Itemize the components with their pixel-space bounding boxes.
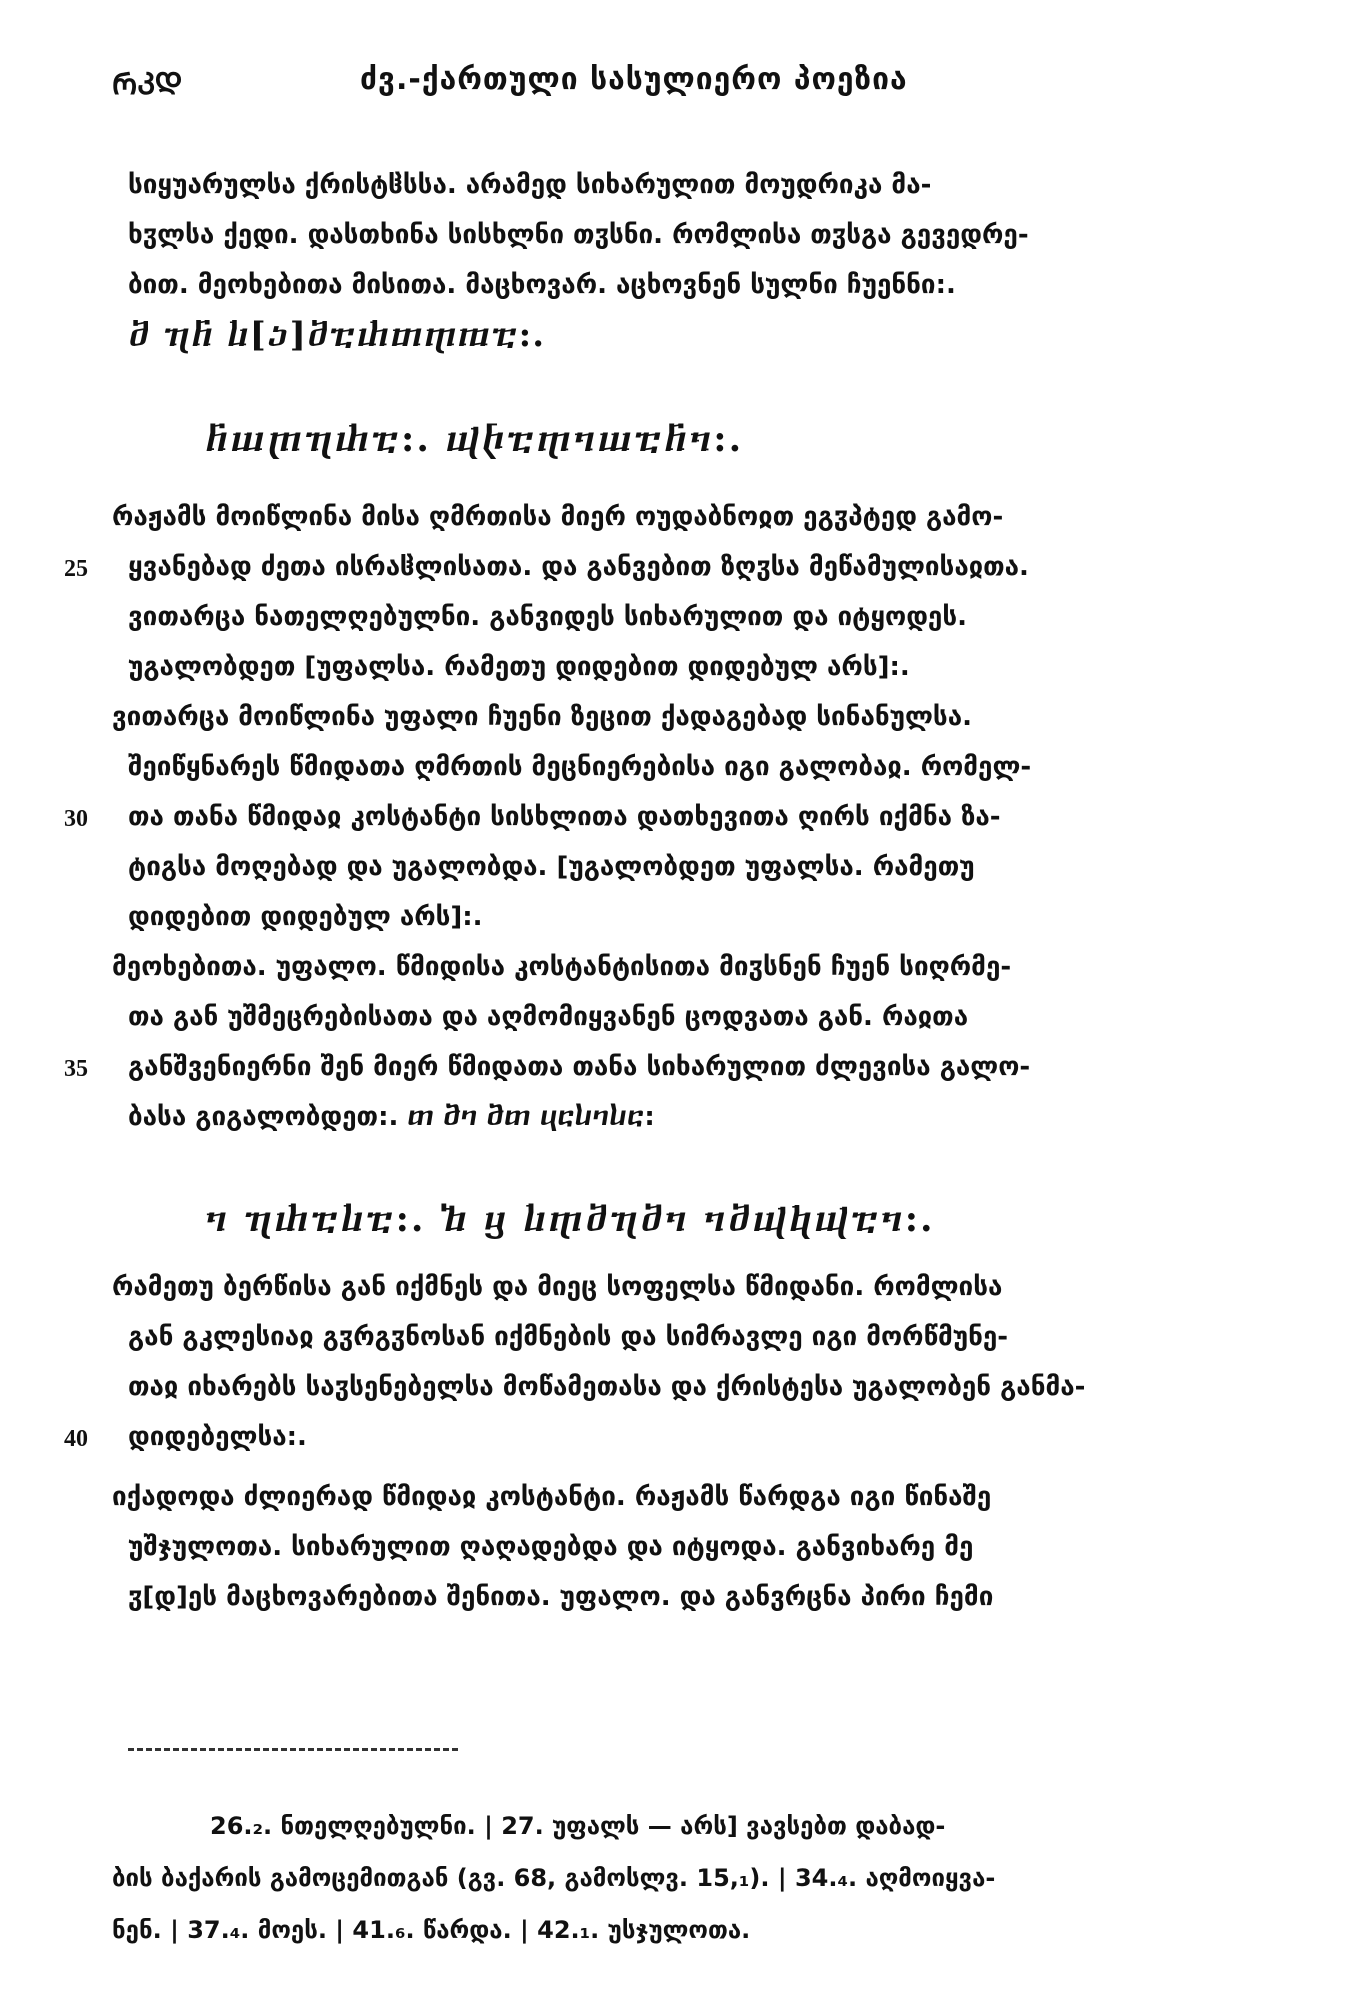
text-line: ჳ[დ]ეს მაცხოვარებითა შენითა. უფალო. და განვრცნა პირი ჩემი (128, 1582, 994, 1612)
running-title: ძვ.-ქართული სასულიერო პოეზია (360, 62, 908, 97)
section-heading-1: ⴌⴍⴜⴄⴐⴀ:. ⴓⴡⴀⴅⴈⴍⴀⴌⴈ:. (205, 418, 744, 460)
line-number: 40 (64, 1426, 88, 1452)
text-line: დიდებელსა:. (128, 1422, 307, 1452)
text-line: უშჯულოთა. სიხარულით ღაღადებდა და იტყოდა. განვიხარე მე (128, 1532, 974, 1562)
text-line: ტიგსა მოღებად და უგალობდა. [უგალობდეთ უფალსა. რამეთუ (128, 852, 975, 882)
footnote-separator (128, 1748, 458, 1751)
text-line: თა გან უშმეცრებისათა და აღმომიყვანენ ცოდვათა გან. რაჲთა (128, 1002, 969, 1032)
line-number: 25 (64, 556, 88, 582)
text-line: განშვენიერნი შენ მიერ წმიდათა თანა სიხარულით ძლევისა გალო- (128, 1052, 1031, 1082)
text-line: ყვანებად ძეთა ისრაჱლისათა. და განვებით ზღჳსა მეწამულისაჲთა. (128, 552, 1029, 582)
section-heading-2: ⴈ ⴄⴐⴀⴑⴀ:. ⴆ ⴁ ⴑⴅⴋⴄⴋⴈ ⴈⴋⴓⴉⴓⴀⴈ:. (205, 1198, 935, 1240)
text-line: ბით. მეოხებითა მისითა. მაცხოვარ. აცხოვნენ სულნი ჩუენნი:. (128, 270, 956, 300)
text-line: თაჲ იხარებს საჳსენებელსა მოწამეთასა და ქრისტესა უგალობენ განმა- (128, 1372, 1086, 1402)
text-line: ვითარცა ნათელღებულნი. განვიდეს სიხარულით და იტყოდეს. (128, 602, 967, 632)
text-line: დიდებით დიდებულ არს]:. (128, 902, 483, 932)
footnote-line: ნენ. | 37.₄. მოეს. | 41.₆. წარდა. | 42.₁. უსჯულოთა. (112, 1916, 751, 1944)
text-line: ვითარცა მოიწლინა უფალი ჩუენი ზეცით ქადაგებად სინანულსა. (112, 702, 972, 732)
line-number: 35 (64, 1056, 88, 1082)
footnote-line: 26.₂. ნთელღებულნი. | 27. უფალს — არს] ვავსებთ დაბად- (210, 1812, 946, 1840)
page-header (112, 62, 1292, 112)
page-number: ᲠᲙᲓ (112, 67, 183, 102)
text-line-asomtavruli: ⴋ ⴄⴌ ⴑ[ⴢ]ⴋⴀⴐⴇⴅⴊⴀ:. (128, 315, 546, 355)
text-line: ხჳლსა ქედი. დასთხინა სისხლნი თჳსნი. რომლისა თჳსგა გევედრე- (128, 220, 1029, 250)
line-number: 30 (64, 806, 88, 832)
text-line: უგალობდეთ [უფალსა. რამეთუ დიდებით დიდებულ არს]:. (128, 652, 910, 682)
text-line: ბასა გიგალობდეთ:. ⴇ ⴋⴈ ⴋⴇ ⴗⴀⴑⴈⴑⴀ: (128, 1102, 655, 1132)
text-line: რამეთუ ბერწისა გან იქმნეს და მიეც სოფელსა წმიდანი. რომლისა (112, 1272, 1003, 1302)
text-line: მეოხებითა. უფალო. წმიდისა კოსტანტისითა მიჳსნენ ჩუენ სიღრმე- (112, 952, 1012, 982)
text-line: თა თანა წმიდაჲ კოსტანტი სისხლითა დათხევითა ღირს იქმნა ზა- (128, 802, 1001, 832)
text-line: გან გკლესიაჲ გჳრგჳნოსან იქმნების და სიმრავლე იგი მორწმუნე- (128, 1322, 1009, 1352)
text-line: სიყუარულსა ქრისტჱსსა. არამედ სიხარულით მოუდრიკა მა- (128, 170, 932, 200)
text-line: შეიწყნარეს წმიდათა ღმრთის მეცნიერებისა იგი გალობაჲ. რომელ- (128, 752, 1032, 782)
text-line: იქადოდა ძლიერად წმიდაჲ კოსტანტი. რაჟამს წარდგა იგი წინაშე (112, 1482, 992, 1512)
text-line: რაჟამს მოიწლინა მისა ღმრთისა მიერ ოუდაბნოჲთ ეგჳპტედ გამო- (112, 502, 1004, 532)
footnote-line: ბის ბაქარის გამოცემითგან (გვ. 68, გამოსლვ. 15,₁). | 34.₄. აღმოიყვა- (112, 1864, 996, 1892)
